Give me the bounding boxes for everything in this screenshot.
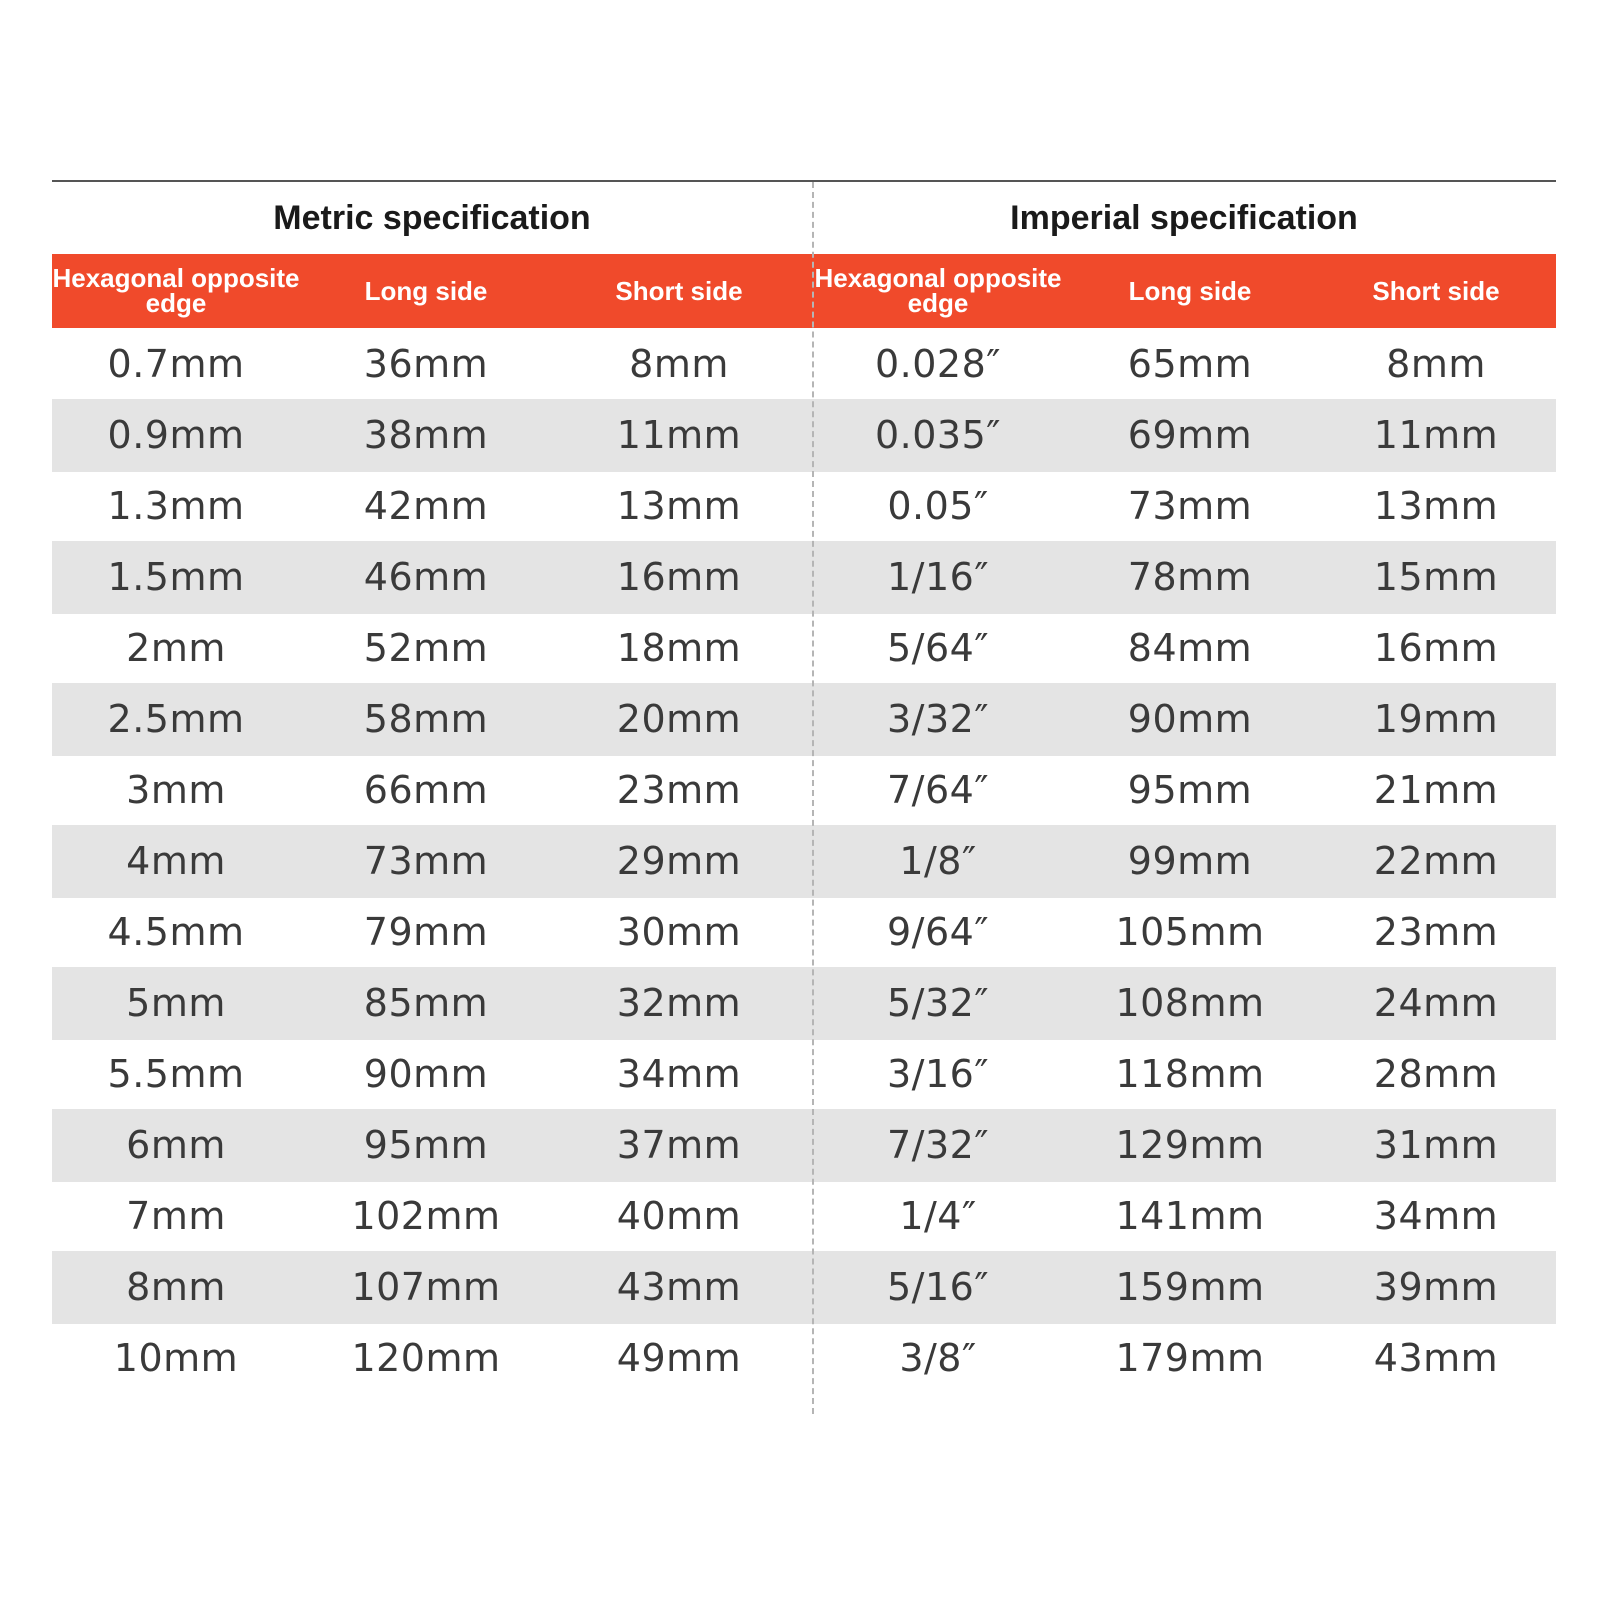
header-imperial-hex-edge: Hexagonal opposite edge <box>814 263 1062 318</box>
table-row <box>52 683 1556 756</box>
cell-metric-short-side: 32mm <box>616 981 742 1025</box>
cell-metric-hex-edge: 1.3mm <box>107 484 245 528</box>
table-row <box>52 825 1556 898</box>
cell-imperial-long-side: 95mm <box>1127 768 1253 812</box>
cell-metric-hex-edge: 7mm <box>126 1194 226 1238</box>
cell-imperial-long-side: 118mm <box>1115 1052 1265 1096</box>
cell-imperial-short-side: 15mm <box>1373 555 1499 599</box>
cell-metric-long-side: 36mm <box>363 342 489 386</box>
cell-metric-short-side: 16mm <box>616 555 742 599</box>
cell-imperial-long-side: 73mm <box>1127 484 1253 528</box>
cell-imperial-long-side: 129mm <box>1115 1123 1265 1167</box>
cell-imperial-short-side: 11mm <box>1373 413 1499 457</box>
cell-metric-long-side: 42mm <box>363 484 489 528</box>
cell-metric-hex-edge: 6mm <box>126 1123 226 1167</box>
cell-metric-long-side: 95mm <box>363 1123 489 1167</box>
cell-metric-hex-edge: 0.9mm <box>107 413 245 457</box>
table-row <box>52 612 1556 685</box>
cell-metric-hex-edge: 4mm <box>126 839 226 883</box>
table-row <box>52 754 1556 827</box>
cell-metric-hex-edge: 4.5mm <box>107 910 245 954</box>
cell-imperial-short-side: 39mm <box>1373 1265 1499 1309</box>
cell-metric-long-side: 73mm <box>363 839 489 883</box>
table-row <box>52 328 1556 401</box>
cell-imperial-hex-edge: 0.035″ <box>875 413 1001 457</box>
table-row <box>52 896 1556 969</box>
cell-imperial-short-side: 8mm <box>1386 342 1486 386</box>
cell-metric-short-side: 29mm <box>616 839 742 883</box>
cell-metric-short-side: 30mm <box>616 910 742 954</box>
cell-metric-short-side: 34mm <box>616 1052 742 1096</box>
cell-imperial-long-side: 84mm <box>1127 626 1253 670</box>
cell-metric-long-side: 52mm <box>363 626 489 670</box>
section-divider <box>812 182 814 1414</box>
cell-imperial-short-side: 19mm <box>1373 697 1499 741</box>
cell-metric-hex-edge: 0.7mm <box>107 342 245 386</box>
cell-metric-short-side: 20mm <box>616 697 742 741</box>
cell-imperial-hex-edge: 3/8″ <box>899 1336 977 1380</box>
cell-metric-long-side: 120mm <box>351 1336 501 1380</box>
cell-metric-hex-edge: 5mm <box>126 981 226 1025</box>
cell-imperial-short-side: 43mm <box>1373 1336 1499 1380</box>
cell-imperial-long-side: 108mm <box>1115 981 1265 1025</box>
column-header-row <box>52 254 1556 328</box>
cell-imperial-short-side: 23mm <box>1373 910 1499 954</box>
cell-imperial-short-side: 34mm <box>1373 1194 1499 1238</box>
cell-imperial-hex-edge: 7/32″ <box>886 1123 990 1167</box>
cell-metric-short-side: 23mm <box>616 768 742 812</box>
table-row <box>52 967 1556 1040</box>
header-imperial-long-side: Long side <box>1128 275 1252 306</box>
table-row <box>52 1038 1556 1111</box>
table-row <box>52 470 1556 543</box>
cell-metric-hex-edge: 10mm <box>113 1336 239 1380</box>
cell-metric-short-side: 8mm <box>629 342 729 386</box>
section-title-row <box>52 182 1556 254</box>
cell-imperial-hex-edge: 0.028″ <box>875 342 1001 386</box>
cell-imperial-long-side: 99mm <box>1127 839 1253 883</box>
cell-metric-short-side: 37mm <box>616 1123 742 1167</box>
cell-imperial-short-side: 31mm <box>1373 1123 1499 1167</box>
cell-imperial-long-side: 179mm <box>1115 1336 1265 1380</box>
cell-imperial-hex-edge: 1/16″ <box>886 555 990 599</box>
cell-imperial-long-side: 78mm <box>1127 555 1253 599</box>
cell-imperial-hex-edge: 9/64″ <box>886 910 990 954</box>
cell-metric-long-side: 90mm <box>363 1052 489 1096</box>
cell-imperial-hex-edge: 5/16″ <box>886 1265 990 1309</box>
header-metric-long-side: Long side <box>364 275 488 306</box>
header-metric-hex-edge: Hexagonal opposite edge <box>52 263 300 318</box>
table-row <box>52 399 1556 472</box>
cell-metric-long-side: 38mm <box>363 413 489 457</box>
cell-metric-hex-edge: 5.5mm <box>107 1052 245 1096</box>
cell-imperial-long-side: 105mm <box>1115 910 1265 954</box>
cell-imperial-long-side: 141mm <box>1115 1194 1265 1238</box>
table-row <box>52 1180 1556 1253</box>
cell-metric-long-side: 66mm <box>363 768 489 812</box>
cell-metric-short-side: 40mm <box>616 1194 742 1238</box>
cell-imperial-long-side: 69mm <box>1127 413 1253 457</box>
cell-metric-long-side: 79mm <box>363 910 489 954</box>
cell-imperial-long-side: 65mm <box>1127 342 1253 386</box>
cell-metric-short-side: 13mm <box>616 484 742 528</box>
cell-metric-short-side: 11mm <box>616 413 742 457</box>
table-row <box>52 1109 1556 1182</box>
cell-metric-long-side: 102mm <box>351 1194 501 1238</box>
cell-imperial-long-side: 90mm <box>1127 697 1253 741</box>
cell-metric-short-side: 49mm <box>616 1336 742 1380</box>
cell-imperial-short-side: 16mm <box>1373 626 1499 670</box>
cell-imperial-short-side: 21mm <box>1373 768 1499 812</box>
cell-metric-hex-edge: 8mm <box>126 1265 226 1309</box>
cell-imperial-hex-edge: 7/64″ <box>886 768 990 812</box>
cell-metric-short-side: 18mm <box>616 626 742 670</box>
table-row <box>52 541 1556 614</box>
table-row <box>52 1251 1556 1324</box>
cell-metric-long-side: 107mm <box>351 1265 501 1309</box>
header-imperial-short-side: Short side <box>1372 275 1500 306</box>
cell-imperial-long-side: 159mm <box>1115 1265 1265 1309</box>
imperial-section-title: Imperial specification <box>1010 199 1358 237</box>
cell-imperial-hex-edge: 0.05″ <box>887 484 989 528</box>
cell-metric-long-side: 85mm <box>363 981 489 1025</box>
cell-metric-short-side: 43mm <box>616 1265 742 1309</box>
cell-metric-hex-edge: 1.5mm <box>107 555 245 599</box>
metric-section-title: Metric specification <box>273 199 591 237</box>
cell-imperial-hex-edge: 1/8″ <box>899 839 977 883</box>
cell-metric-hex-edge: 3mm <box>126 768 226 812</box>
cell-metric-hex-edge: 2mm <box>126 626 226 670</box>
cell-metric-long-side: 46mm <box>363 555 489 599</box>
table-row <box>52 1322 1556 1395</box>
cell-imperial-hex-edge: 5/32″ <box>886 981 990 1025</box>
cell-imperial-hex-edge: 1/4″ <box>899 1194 977 1238</box>
cell-imperial-hex-edge: 3/32″ <box>886 697 990 741</box>
cell-imperial-hex-edge: 5/64″ <box>886 626 990 670</box>
cell-metric-hex-edge: 2.5mm <box>107 697 245 741</box>
cell-metric-long-side: 58mm <box>363 697 489 741</box>
cell-imperial-hex-edge: 3/16″ <box>886 1052 990 1096</box>
cell-imperial-short-side: 13mm <box>1373 484 1499 528</box>
cell-imperial-short-side: 22mm <box>1373 839 1499 883</box>
cell-imperial-short-side: 24mm <box>1373 981 1499 1025</box>
header-metric-short-side: Short side <box>615 275 743 306</box>
cell-imperial-short-side: 28mm <box>1373 1052 1499 1096</box>
